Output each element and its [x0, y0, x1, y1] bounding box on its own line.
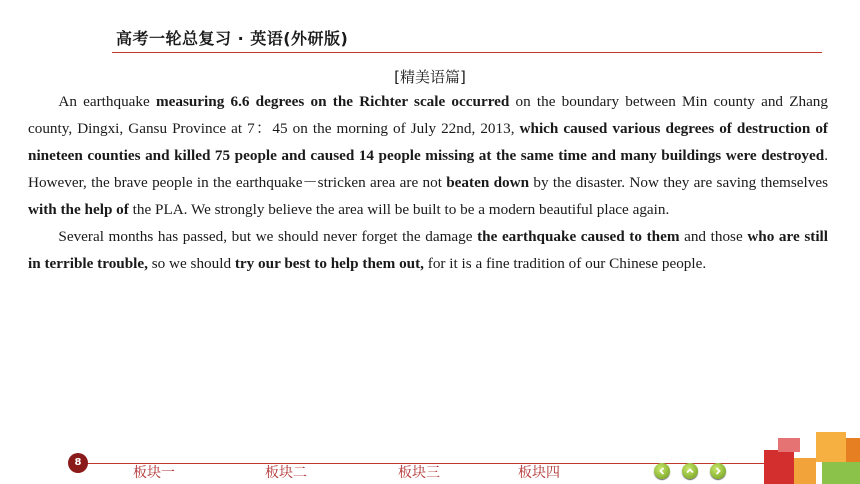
page-number-badge: 8: [68, 453, 88, 473]
p1-segment-7: with the help of: [28, 201, 129, 218]
p2-segment-6: for it is a fine tradition of our Chinese people.: [423, 255, 707, 272]
p1-segment-2: on the boundary between Min county and Zhang county, Dingxi, Gansu Province at 7：45 on the morning of July 22nd, 2013,: [28, 93, 828, 137]
header-divider: [112, 52, 822, 53]
chevron-up-icon: [685, 466, 695, 476]
home-button[interactable]: [682, 463, 698, 479]
next-button[interactable]: [710, 463, 726, 479]
p1-segment-1: measuring 6.6 degrees on the Richter scale occurred: [155, 93, 510, 110]
nav-link-section-3[interactable]: 板块三: [398, 465, 440, 481]
section-tag: [精美语篇]: [394, 68, 466, 86]
passage-paragraph-2: [28, 223, 828, 277]
p2-segment-5: try our best to help them out,: [234, 255, 424, 272]
p1-segment-6: by the disaster. Now they are saving themselves: [529, 174, 828, 191]
p1-segment-0: An earthquake: [58, 93, 156, 110]
nav-link-section-1[interactable]: 板块一: [133, 465, 175, 481]
chevron-right-icon: [713, 466, 723, 476]
p2-segment-1: the earthquake caused to them: [477, 228, 680, 245]
prev-button[interactable]: [654, 463, 670, 479]
chevron-left-icon: [657, 466, 667, 476]
p2-segment-4: so we should: [147, 255, 235, 272]
p1-segment-5: beaten down: [446, 174, 530, 191]
nav-link-section-4[interactable]: 板块四: [518, 465, 560, 481]
p1-segment-8: the PLA. We strongly believe the area will be built to be a modern beautiful place again.: [128, 201, 670, 218]
p1-segment-4: . However, the brave people in the earthquake－stricken area are not: [28, 147, 828, 191]
decorative-cubes-icon: [760, 428, 860, 484]
nav-link-section-2[interactable]: 板块二: [265, 465, 307, 481]
p2-segment-0: Several months has passed, but we should never forget the damage: [58, 228, 478, 245]
passage: [28, 88, 828, 277]
p2-segment-2: and those: [679, 228, 748, 245]
p2-segment-3: who are still in terrible trouble,: [28, 228, 828, 272]
p1-segment-3: which caused various degrees of destruction of nineteen counties and killed 75 people and caused 14 people missing at the same time and many buildings were destroyed: [28, 120, 828, 164]
header-title: 高考一轮总复习 · 英语(外研版): [116, 29, 349, 48]
passage-paragraph-1: [28, 88, 828, 223]
